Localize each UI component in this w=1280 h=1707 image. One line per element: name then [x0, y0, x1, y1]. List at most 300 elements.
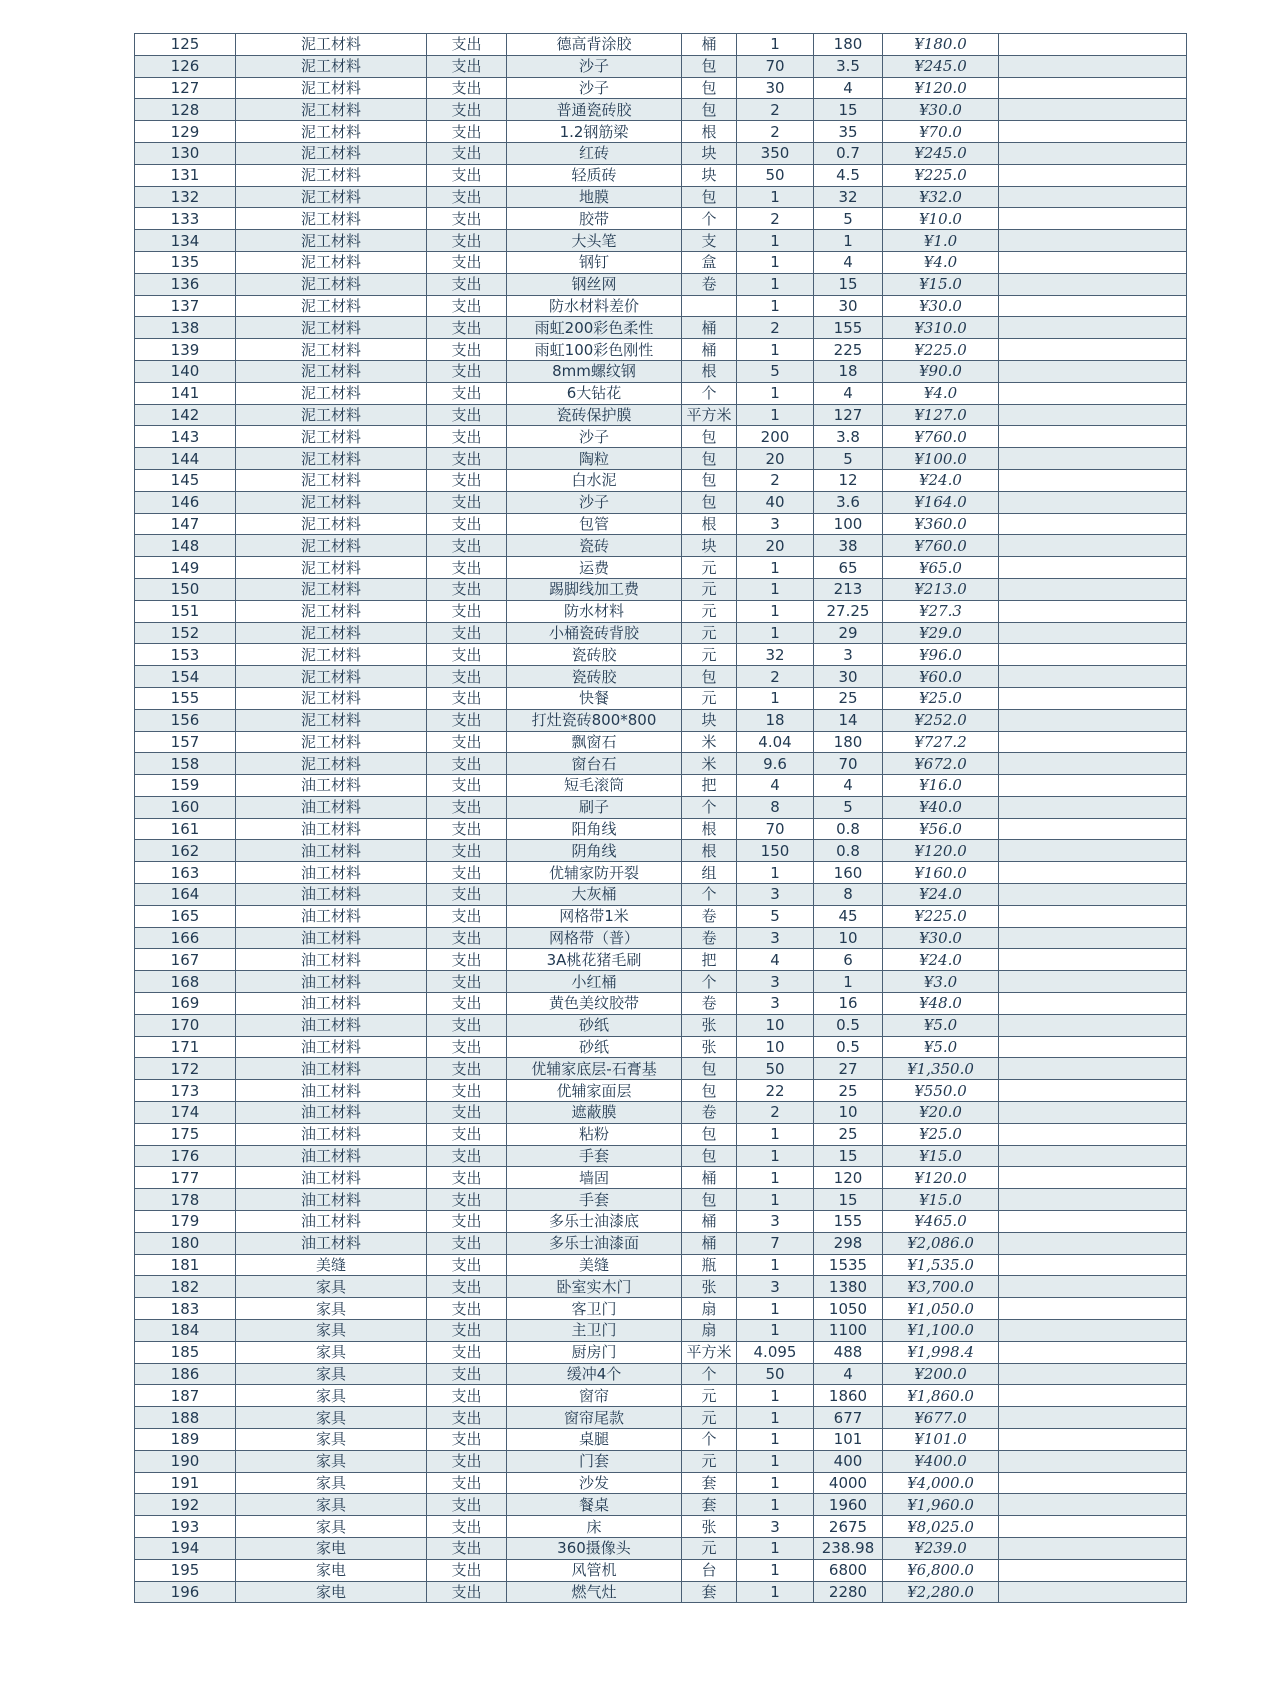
blank-cell [999, 905, 1187, 927]
quantity-cell: 1 [737, 557, 814, 579]
item-name-cell: 地膜 [507, 186, 682, 208]
unit-cell: 米 [682, 731, 737, 753]
row-index-cell: 147 [135, 513, 236, 535]
quantity-cell: 1 [737, 1429, 814, 1451]
category-cell: 泥工材料 [236, 77, 427, 99]
amount-cell: ¥24.0 [883, 469, 999, 491]
row-index-cell: 165 [135, 905, 236, 927]
item-name-cell: 普通瓷砖胶 [507, 99, 682, 121]
category-cell: 家具 [236, 1407, 427, 1429]
amount-cell: ¥30.0 [883, 99, 999, 121]
unit-price-cell: 1960 [814, 1494, 883, 1516]
table-row [135, 273, 1187, 295]
type-cell: 支出 [427, 382, 507, 404]
category-cell: 泥工材料 [236, 208, 427, 230]
blank-cell [999, 993, 1187, 1015]
unit-cell: 包 [682, 666, 737, 688]
item-name-cell: 桌腿 [507, 1429, 682, 1451]
category-cell: 油工材料 [236, 927, 427, 949]
type-cell: 支出 [427, 77, 507, 99]
unit-cell: 卷 [682, 927, 737, 949]
item-name-cell: 瓷砖胶 [507, 666, 682, 688]
item-name-cell: 包管 [507, 513, 682, 535]
category-cell: 油工材料 [236, 1232, 427, 1254]
category-cell: 泥工材料 [236, 34, 427, 56]
quantity-cell: 8 [737, 796, 814, 818]
quantity-cell: 1 [737, 339, 814, 361]
table-row [135, 753, 1187, 775]
row-index-cell: 193 [135, 1516, 236, 1538]
category-cell: 泥工材料 [236, 251, 427, 273]
amount-cell: ¥127.0 [883, 404, 999, 426]
amount-cell: ¥760.0 [883, 535, 999, 557]
type-cell: 支出 [427, 731, 507, 753]
unit-cell: 包 [682, 1080, 737, 1102]
row-index-cell: 171 [135, 1036, 236, 1058]
table-row [135, 1189, 1187, 1211]
category-cell: 泥工材料 [236, 644, 427, 666]
quantity-cell: 20 [737, 448, 814, 470]
type-cell: 支出 [427, 1145, 507, 1167]
blank-cell [999, 1145, 1187, 1167]
unit-cell: 张 [682, 1036, 737, 1058]
unit-price-cell: 1535 [814, 1254, 883, 1276]
item-name-cell: 风管机 [507, 1559, 682, 1581]
type-cell: 支出 [427, 1276, 507, 1298]
quantity-cell: 350 [737, 142, 814, 164]
type-cell: 支出 [427, 186, 507, 208]
unit-price-cell: 45 [814, 905, 883, 927]
unit-cell: 块 [682, 164, 737, 186]
category-cell: 泥工材料 [236, 339, 427, 361]
table-row [135, 251, 1187, 273]
amount-cell: ¥3.0 [883, 971, 999, 993]
quantity-cell: 1 [737, 230, 814, 252]
type-cell: 支出 [427, 1341, 507, 1363]
quantity-cell: 9.6 [737, 753, 814, 775]
blank-cell [999, 1298, 1187, 1320]
quantity-cell: 1 [737, 1189, 814, 1211]
unit-price-cell: 4 [814, 251, 883, 273]
type-cell: 支出 [427, 1102, 507, 1124]
row-index-cell: 148 [135, 535, 236, 557]
unit-price-cell: 18 [814, 360, 883, 382]
type-cell: 支出 [427, 884, 507, 906]
category-cell: 泥工材料 [236, 535, 427, 557]
blank-cell [999, 121, 1187, 143]
type-cell: 支出 [427, 1298, 507, 1320]
category-cell: 油工材料 [236, 1123, 427, 1145]
unit-price-cell: 4 [814, 775, 883, 797]
unit-cell: 支 [682, 230, 737, 252]
blank-cell [999, 142, 1187, 164]
category-cell: 泥工材料 [236, 230, 427, 252]
unit-cell: 包 [682, 1189, 737, 1211]
unit-price-cell: 2675 [814, 1516, 883, 1538]
table-row [135, 971, 1187, 993]
blank-cell [999, 491, 1187, 513]
category-cell: 美缝 [236, 1254, 427, 1276]
type-cell: 支出 [427, 775, 507, 797]
amount-cell: ¥164.0 [883, 491, 999, 513]
amount-cell: ¥25.0 [883, 687, 999, 709]
unit-price-cell: 3.5 [814, 55, 883, 77]
unit-cell: 根 [682, 513, 737, 535]
category-cell: 泥工材料 [236, 513, 427, 535]
blank-cell [999, 1036, 1187, 1058]
amount-cell: ¥245.0 [883, 55, 999, 77]
type-cell: 支出 [427, 208, 507, 230]
unit-cell: 元 [682, 687, 737, 709]
item-name-cell: 小桶瓷砖背胶 [507, 622, 682, 644]
amount-cell: ¥70.0 [883, 121, 999, 143]
amount-cell: ¥1,100.0 [883, 1320, 999, 1342]
row-index-cell: 142 [135, 404, 236, 426]
item-name-cell: 陶粒 [507, 448, 682, 470]
quantity-cell: 1 [737, 34, 814, 56]
type-cell: 支出 [427, 1036, 507, 1058]
unit-price-cell: 298 [814, 1232, 883, 1254]
quantity-cell: 1 [737, 1450, 814, 1472]
category-cell: 泥工材料 [236, 295, 427, 317]
unit-price-cell: 1860 [814, 1385, 883, 1407]
blank-cell [999, 687, 1187, 709]
type-cell: 支出 [427, 251, 507, 273]
category-cell: 油工材料 [236, 993, 427, 1015]
quantity-cell: 1 [737, 687, 814, 709]
quantity-cell: 3 [737, 927, 814, 949]
unit-price-cell: 3.6 [814, 491, 883, 513]
blank-cell [999, 1385, 1187, 1407]
category-cell: 油工材料 [236, 1080, 427, 1102]
quantity-cell: 1 [737, 382, 814, 404]
unit-price-cell: 15 [814, 99, 883, 121]
table-row [135, 339, 1187, 361]
unit-cell: 台 [682, 1559, 737, 1581]
blank-cell [999, 862, 1187, 884]
item-name-cell: 砂纸 [507, 1036, 682, 1058]
amount-cell: ¥550.0 [883, 1080, 999, 1102]
category-cell: 油工材料 [236, 905, 427, 927]
blank-cell [999, 1276, 1187, 1298]
unit-price-cell: 15 [814, 1145, 883, 1167]
unit-price-cell: 1380 [814, 1276, 883, 1298]
category-cell: 油工材料 [236, 840, 427, 862]
unit-cell: 张 [682, 1516, 737, 1538]
item-name-cell: 多乐士油漆面 [507, 1232, 682, 1254]
blank-cell [999, 55, 1187, 77]
unit-cell: 个 [682, 1363, 737, 1385]
unit-price-cell: 488 [814, 1341, 883, 1363]
table-row [135, 1145, 1187, 1167]
row-index-cell: 137 [135, 295, 236, 317]
amount-cell: ¥760.0 [883, 426, 999, 448]
blank-cell [999, 1254, 1187, 1276]
category-cell: 家具 [236, 1472, 427, 1494]
row-index-cell: 130 [135, 142, 236, 164]
category-cell: 家具 [236, 1494, 427, 1516]
blank-cell [999, 1559, 1187, 1581]
row-index-cell: 145 [135, 469, 236, 491]
item-name-cell: 多乐士油漆底 [507, 1211, 682, 1233]
item-name-cell: 红砖 [507, 142, 682, 164]
table-row [135, 1232, 1187, 1254]
amount-cell: ¥252.0 [883, 709, 999, 731]
quantity-cell: 22 [737, 1080, 814, 1102]
unit-cell: 平方米 [682, 404, 737, 426]
amount-cell: ¥30.0 [883, 295, 999, 317]
item-name-cell: 胶带 [507, 208, 682, 230]
quantity-cell: 5 [737, 905, 814, 927]
amount-cell: ¥90.0 [883, 360, 999, 382]
quantity-cell: 1 [737, 600, 814, 622]
row-index-cell: 133 [135, 208, 236, 230]
unit-cell: 包 [682, 55, 737, 77]
category-cell: 泥工材料 [236, 622, 427, 644]
unit-price-cell: 3.8 [814, 426, 883, 448]
amount-cell: ¥1,960.0 [883, 1494, 999, 1516]
type-cell: 支出 [427, 753, 507, 775]
table-row [135, 360, 1187, 382]
item-name-cell: 德高背涂胶 [507, 34, 682, 56]
item-name-cell: 360摄像头 [507, 1537, 682, 1559]
quantity-cell: 1 [737, 1385, 814, 1407]
table-row [135, 186, 1187, 208]
row-index-cell: 174 [135, 1102, 236, 1124]
item-name-cell: 沙发 [507, 1472, 682, 1494]
quantity-cell: 7 [737, 1232, 814, 1254]
unit-cell: 组 [682, 862, 737, 884]
table-row [135, 862, 1187, 884]
quantity-cell: 1 [737, 1494, 814, 1516]
blank-cell [999, 949, 1187, 971]
type-cell: 支出 [427, 1581, 507, 1603]
row-index-cell: 185 [135, 1341, 236, 1363]
row-index-cell: 139 [135, 339, 236, 361]
quantity-cell: 1 [737, 1167, 814, 1189]
unit-price-cell: 180 [814, 731, 883, 753]
quantity-cell: 150 [737, 840, 814, 862]
blank-cell [999, 1080, 1187, 1102]
table-row [135, 1298, 1187, 1320]
quantity-cell: 50 [737, 1058, 814, 1080]
unit-cell: 桶 [682, 1167, 737, 1189]
item-name-cell: 大头笔 [507, 230, 682, 252]
quantity-cell: 1 [737, 1581, 814, 1603]
row-index-cell: 187 [135, 1385, 236, 1407]
unit-cell: 把 [682, 775, 737, 797]
quantity-cell: 2 [737, 99, 814, 121]
blank-cell [999, 557, 1187, 579]
row-index-cell: 176 [135, 1145, 236, 1167]
type-cell: 支出 [427, 600, 507, 622]
unit-price-cell: 2280 [814, 1581, 883, 1603]
row-index-cell: 160 [135, 796, 236, 818]
row-index-cell: 181 [135, 1254, 236, 1276]
quantity-cell: 1 [737, 1145, 814, 1167]
unit-cell: 张 [682, 1276, 737, 1298]
row-index-cell: 191 [135, 1472, 236, 1494]
item-name-cell: 主卫门 [507, 1320, 682, 1342]
row-index-cell: 163 [135, 862, 236, 884]
table-row [135, 295, 1187, 317]
row-index-cell: 136 [135, 273, 236, 295]
unit-price-cell: 4 [814, 77, 883, 99]
item-name-cell: 雨虹100彩色刚性 [507, 339, 682, 361]
table-row [135, 1276, 1187, 1298]
row-index-cell: 125 [135, 34, 236, 56]
table-row [135, 818, 1187, 840]
amount-cell: ¥27.3 [883, 600, 999, 622]
type-cell: 支出 [427, 142, 507, 164]
type-cell: 支出 [427, 1385, 507, 1407]
table-row [135, 666, 1187, 688]
item-name-cell: 厨房门 [507, 1341, 682, 1363]
unit-cell: 元 [682, 622, 737, 644]
category-cell: 泥工材料 [236, 382, 427, 404]
row-index-cell: 179 [135, 1211, 236, 1233]
table-row [135, 1167, 1187, 1189]
type-cell: 支出 [427, 862, 507, 884]
category-cell: 泥工材料 [236, 142, 427, 164]
unit-price-cell: 1 [814, 971, 883, 993]
item-name-cell: 钢丝网 [507, 273, 682, 295]
unit-cell: 包 [682, 1145, 737, 1167]
row-index-cell: 126 [135, 55, 236, 77]
table-row [135, 77, 1187, 99]
quantity-cell: 2 [737, 469, 814, 491]
item-name-cell: 粘粉 [507, 1123, 682, 1145]
item-name-cell: 沙子 [507, 426, 682, 448]
expense-table [134, 33, 1187, 1603]
type-cell: 支出 [427, 687, 507, 709]
table-row [135, 1450, 1187, 1472]
item-name-cell: 雨虹200彩色柔性 [507, 317, 682, 339]
unit-price-cell: 25 [814, 687, 883, 709]
item-name-cell: 美缝 [507, 1254, 682, 1276]
type-cell: 支出 [427, 295, 507, 317]
unit-price-cell: 38 [814, 535, 883, 557]
type-cell: 支出 [427, 99, 507, 121]
blank-cell [999, 99, 1187, 121]
unit-cell: 米 [682, 753, 737, 775]
amount-cell: ¥465.0 [883, 1211, 999, 1233]
table-row [135, 578, 1187, 600]
category-cell: 家具 [236, 1516, 427, 1538]
blank-cell [999, 360, 1187, 382]
type-cell: 支出 [427, 818, 507, 840]
unit-cell: 块 [682, 535, 737, 557]
category-cell: 泥工材料 [236, 578, 427, 600]
category-cell: 泥工材料 [236, 448, 427, 470]
type-cell: 支出 [427, 491, 507, 513]
quantity-cell: 3 [737, 884, 814, 906]
amount-cell: ¥2,280.0 [883, 1581, 999, 1603]
type-cell: 支出 [427, 273, 507, 295]
unit-price-cell: 400 [814, 1450, 883, 1472]
unit-cell: 根 [682, 360, 737, 382]
unit-price-cell: 0.8 [814, 818, 883, 840]
item-name-cell: 卧室实木门 [507, 1276, 682, 1298]
table-row [135, 709, 1187, 731]
amount-cell: ¥24.0 [883, 949, 999, 971]
table-row [135, 121, 1187, 143]
blank-cell [999, 513, 1187, 535]
table-row [135, 1014, 1187, 1036]
unit-price-cell: 677 [814, 1407, 883, 1429]
amount-cell: ¥8,025.0 [883, 1516, 999, 1538]
item-name-cell: 窗台石 [507, 753, 682, 775]
type-cell: 支出 [427, 840, 507, 862]
unit-price-cell: 160 [814, 862, 883, 884]
table-row [135, 208, 1187, 230]
item-name-cell: 客卫门 [507, 1298, 682, 1320]
type-cell: 支出 [427, 121, 507, 143]
unit-price-cell: 12 [814, 469, 883, 491]
quantity-cell: 3 [737, 1276, 814, 1298]
unit-price-cell: 25 [814, 1123, 883, 1145]
quantity-cell: 4.095 [737, 1341, 814, 1363]
type-cell: 支出 [427, 1058, 507, 1080]
amount-cell: ¥1,535.0 [883, 1254, 999, 1276]
table-row [135, 905, 1187, 927]
table-row [135, 1036, 1187, 1058]
row-index-cell: 138 [135, 317, 236, 339]
blank-cell [999, 840, 1187, 862]
blank-cell [999, 34, 1187, 56]
table-row [135, 1341, 1187, 1363]
row-index-cell: 143 [135, 426, 236, 448]
type-cell: 支出 [427, 796, 507, 818]
table-row [135, 949, 1187, 971]
type-cell: 支出 [427, 1014, 507, 1036]
quantity-cell: 1 [737, 1407, 814, 1429]
category-cell: 泥工材料 [236, 600, 427, 622]
type-cell: 支出 [427, 469, 507, 491]
amount-cell: ¥30.0 [883, 927, 999, 949]
blank-cell [999, 1014, 1187, 1036]
table-row [135, 1472, 1187, 1494]
quantity-cell: 20 [737, 535, 814, 557]
blank-cell [999, 1232, 1187, 1254]
unit-price-cell: 4 [814, 382, 883, 404]
item-name-cell: 缓冲4个 [507, 1363, 682, 1385]
quantity-cell: 30 [737, 77, 814, 99]
quantity-cell: 5 [737, 360, 814, 382]
unit-cell: 套 [682, 1581, 737, 1603]
amount-cell: ¥96.0 [883, 644, 999, 666]
row-index-cell: 175 [135, 1123, 236, 1145]
amount-cell: ¥160.0 [883, 862, 999, 884]
blank-cell [999, 1189, 1187, 1211]
table-row [135, 1102, 1187, 1124]
row-index-cell: 192 [135, 1494, 236, 1516]
table-row [135, 884, 1187, 906]
type-cell: 支出 [427, 1363, 507, 1385]
blank-cell [999, 1211, 1187, 1233]
row-index-cell: 141 [135, 382, 236, 404]
blank-cell [999, 1123, 1187, 1145]
amount-cell: ¥48.0 [883, 993, 999, 1015]
unit-price-cell: 120 [814, 1167, 883, 1189]
table-row [135, 1494, 1187, 1516]
unit-cell: 卷 [682, 905, 737, 927]
unit-cell: 元 [682, 600, 737, 622]
quantity-cell: 1 [737, 1537, 814, 1559]
category-cell: 泥工材料 [236, 164, 427, 186]
unit-price-cell: 100 [814, 513, 883, 535]
unit-price-cell: 27.25 [814, 600, 883, 622]
